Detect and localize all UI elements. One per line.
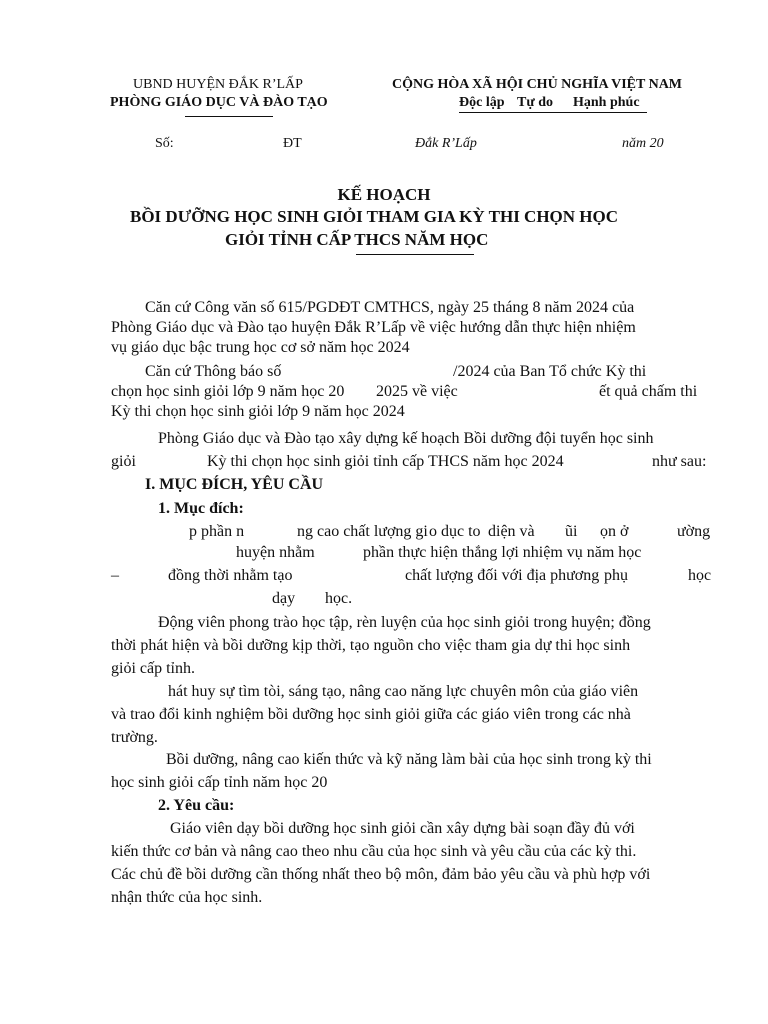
purpose-fragment: ng cao chất lượng gi bbox=[297, 523, 428, 540]
requirements-line4: nhận thức của học sinh. bbox=[111, 889, 263, 906]
purpose-para4-line1: Bồi dưỡng, nâng cao kiến thức và kỹ năng làm bài của học sinh trong kỳ thi bbox=[166, 751, 652, 768]
basis-1-line2: Phòng Giáo dục và Đào tạo huyện Đắk R’Lấp về việc hướng dẫn thực hiện nhiệm bbox=[111, 319, 636, 336]
purpose-para3-line2: và trao đổi kinh nghiệm bồi dưỡng học sinh giỏi giữa các giáo viên trong các nhà bbox=[111, 706, 631, 723]
subsection-purpose: 1. Mục đích: bbox=[158, 500, 244, 517]
motto-3: Hạnh phúc bbox=[573, 95, 640, 110]
purpose-para2-line2: thời phát hiện và bồi dưỡng kịp thời, tạo nguồn cho việc tham gia dự thi học sinh bbox=[111, 637, 631, 654]
basis-2-line1a: Căn cứ Thông báo số bbox=[145, 363, 282, 380]
intro-line1: Phòng Giáo dục và Đào tạo xây dựng kế hoạch Bồi dưỡng đội tuyển học sinh bbox=[158, 430, 654, 447]
purpose-fragment: học. bbox=[325, 590, 353, 607]
purpose-fragment: o dục to bbox=[429, 523, 481, 540]
doc-year: năm 20 bbox=[622, 136, 664, 151]
purpose-fragment: phụ bbox=[604, 567, 628, 584]
national-title: CỘNG HÒA XÃ HỘI CHỦ NGHĨA VIỆT NAM bbox=[392, 77, 683, 92]
basis-1-line1: Căn cứ Công văn số 615/PGDĐT CMTHCS, ngày 25 tháng 8 năm 2024 của bbox=[145, 299, 635, 316]
requirements-line2: kiến thức cơ bản và nâng cao theo nhu cầu của học sinh và yêu cầu của các kỳ thi. bbox=[111, 843, 637, 860]
purpose-fragment: ọn ở bbox=[600, 523, 629, 540]
purpose-para4-line2: học sinh giỏi cấp tỉnh năm học 20 bbox=[111, 774, 328, 791]
purpose-fragment: huyện nhằm bbox=[236, 544, 315, 561]
agency-name: UBND HUYỆN ĐẮK R’LẤP bbox=[133, 77, 303, 92]
motto-underline bbox=[459, 112, 647, 113]
purpose-fragment: học bbox=[688, 567, 712, 584]
requirements-line1: Giáo viên dạy bồi dưỡng học sinh giỏi cần xây dựng bài soạn đầy đủ với bbox=[170, 820, 635, 837]
purpose-para2-line3: giỏi cấp tỉnh. bbox=[111, 660, 195, 677]
purpose-fragment: dạy bbox=[272, 590, 296, 607]
intro-line2c: như sau: bbox=[652, 453, 707, 470]
purpose-para2-line1: Động viên phong trào học tập, rèn luyện của học sinh giỏi trong huyện; đồng bbox=[158, 614, 651, 631]
purpose-para3-line1: hát huy sự tìm tòi, sáng tạo, nâng cao năng lực chuyên môn của giáo viên bbox=[168, 683, 639, 700]
purpose-fragment: p phần n bbox=[189, 523, 245, 540]
motto-2: Tự do bbox=[517, 95, 554, 110]
intro-line2b: Kỳ thi chọn học sinh giỏi tỉnh cấp THCS năm học 2024 bbox=[207, 453, 564, 470]
basis-2-line2c: ết quả chấm thi bbox=[599, 383, 698, 400]
requirements-line3: Các chủ đề bồi dưỡng cần thống nhất theo bộ môn, đảm bảo yêu cầu và phù hợp với bbox=[111, 866, 651, 883]
doc-place: Đắk R’Lấp bbox=[415, 136, 477, 151]
purpose-para3-line3: trường. bbox=[111, 729, 158, 746]
intro-line2a: giỏi bbox=[111, 453, 136, 470]
department-name: PHÒNG GIÁO DỤC VÀ ĐÀO TẠO bbox=[110, 95, 328, 110]
purpose-fragment: ường bbox=[677, 523, 711, 540]
basis-2-line3: Kỳ thi chọn học sinh giỏi lớp 9 năm học 2024 bbox=[111, 403, 405, 420]
subsection-requirements: 2. Yêu cầu: bbox=[158, 797, 235, 814]
motto-1: Độc lập bbox=[459, 95, 505, 110]
department-underline bbox=[185, 116, 273, 117]
purpose-fragment: diện và bbox=[488, 523, 535, 540]
doc-number-label: Số: bbox=[155, 136, 174, 151]
basis-2-line2a: chọn học sinh giỏi lớp 9 năm học 20 bbox=[111, 383, 345, 400]
purpose-fragment: đồng thời nhằm tạo bbox=[168, 567, 293, 584]
basis-2-line1b: /2024 của Ban Tổ chức Kỳ thi bbox=[453, 363, 647, 380]
purpose-fragment: ũi bbox=[565, 523, 578, 540]
basis-1-line3: vụ giáo dục bậc trung học cơ sở năm học 2024 bbox=[111, 339, 410, 356]
section-heading: I. MỤC ĐÍCH, YÊU CẦU bbox=[145, 476, 324, 493]
doc-subtitle-line2: GIỎI TỈNH CẤP THCS NĂM HỌC bbox=[225, 230, 489, 249]
title-underline bbox=[356, 254, 474, 255]
purpose-fragment: – bbox=[111, 567, 119, 584]
purpose-fragment: phần thực hiện thắng lợi nhiệm vụ năm học bbox=[363, 544, 642, 561]
doc-subtitle-line1: BỒI DƯỠNG HỌC SINH GIỎI THAM GIA KỲ THI CHỌN HỌC bbox=[130, 207, 619, 226]
doc-title: KẾ HOẠCH bbox=[337, 185, 431, 204]
doc-number-suffix: ĐT bbox=[283, 136, 302, 151]
basis-2-line2b: 2025 về việc bbox=[376, 383, 458, 400]
purpose-fragment: chất lượng đối với địa phương bbox=[405, 567, 600, 584]
